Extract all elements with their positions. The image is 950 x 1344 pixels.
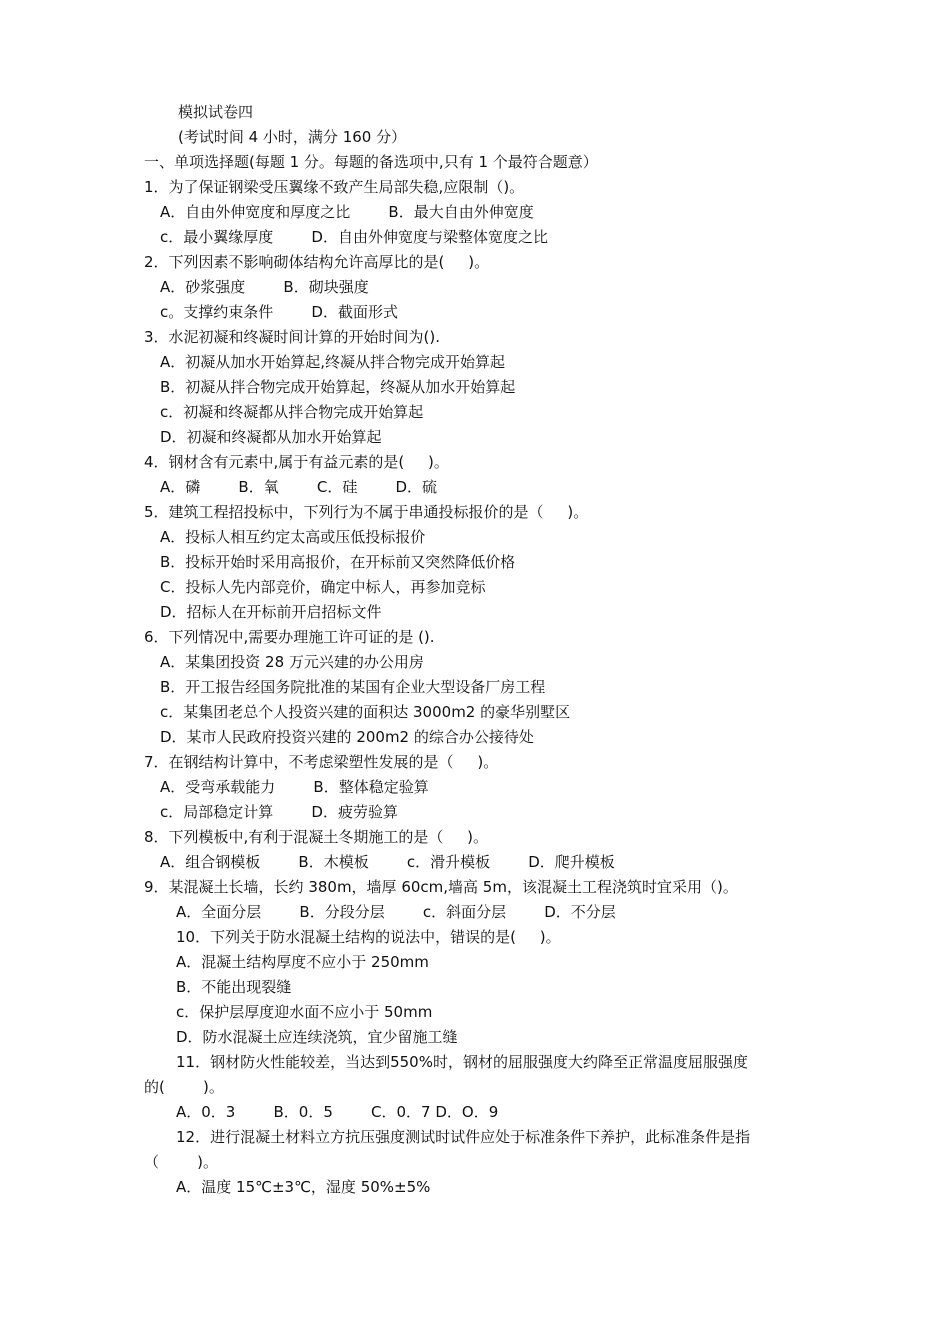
- question-7: 7．在钢结构计算中，不考虑梁塑性发展的是（ )。: [144, 753, 499, 771]
- question-11: 11．钢材防火性能较差，当达到550%时，钢材的屈服强度大约降至正常温度屈服强度: [176, 1053, 748, 1071]
- question-2-options-cd: c。支撑约束条件 D．截面形式: [160, 303, 398, 321]
- question-11-continued: 的( )。: [144, 1078, 224, 1096]
- question-6-option-d: D．某市人民政府投资兴建的 200m2 的综合办公接待处: [160, 728, 534, 746]
- question-9: 9．某混凝土长墙，长约 380m，墙厚 60cm,墙高 5m，该混凝土工程浇筑时宜采用（)。: [144, 878, 738, 896]
- question-8: 8．下列模板中,有利于混凝土冬期施工的是（ )。: [144, 828, 489, 846]
- question-8-options: A．组合钢模板 B．木模板 c．滑升模板 D．爬升模板: [160, 853, 615, 871]
- question-3: 3．水泥初凝和终凝时间计算的开始时间为().: [144, 328, 441, 346]
- question-1-options-cd: c．最小翼缘厚度 D．自由外伸宽度与梁整体宽度之比: [160, 228, 548, 246]
- question-1: 1．为了保证钢梁受压翼缘不致产生局部失稳,应限制（)。: [144, 178, 525, 196]
- question-6-option-a: A．某集团投资 28 万元兴建的办公用房: [160, 653, 424, 671]
- question-4-options: A．磷 B．氧 C．硅 D．硫: [160, 478, 438, 496]
- question-7-options-cd: c．局部稳定计算 D．疲劳验算: [160, 803, 398, 821]
- question-1-options-ab: A．自由外伸宽度和厚度之比 B．最大自由外伸宽度: [160, 203, 534, 221]
- question-10-option-b: B．不能出现裂缝: [176, 978, 292, 996]
- question-2-options-ab: A．砂浆强度 B．砌块强度: [160, 278, 369, 296]
- question-3-option-b: B．初凝从拌合物完成开始算起，终凝从加水开始算起: [160, 378, 516, 396]
- question-10-option-a: A．混凝土结构厚度不应小于 250mm: [176, 953, 429, 971]
- question-10: 10．下列关于防水混凝土结构的说法中，错误的是( )。: [176, 928, 561, 946]
- question-5-option-b: B．投标开始时采用高报价，在开标前又突然降低价格: [160, 553, 516, 571]
- question-6-option-b: B．开工报告经国务院批准的某国有企业大型设备厂房工程: [160, 678, 546, 696]
- question-12: 12．进行混凝土材料立方抗压强度测试时试件应处于标准条件下养护，此标准条件是指: [176, 1128, 751, 1146]
- question-6-option-c: c．某集团老总个人投资兴建的面积达 3000m2 的豪华别墅区: [160, 703, 571, 721]
- question-5-option-d: D．招标人在开标前开启招标文件: [160, 603, 382, 621]
- question-3-option-a: A．初凝从加水开始算起,终凝从拌合物完成开始算起: [160, 353, 506, 371]
- question-9-options: A．全面分层 B．分段分层 c．斜面分层 D．不分层: [176, 903, 616, 921]
- question-2: 2．下列因素不影响砌体结构允许高厚比的是( )。: [144, 253, 490, 271]
- question-6: 6．下列情况中,需要办理施工许可证的是 ().: [144, 628, 435, 646]
- question-12-continued: （ )。: [144, 1153, 218, 1171]
- question-3-option-d: D．初凝和终凝都从加水开始算起: [160, 428, 382, 446]
- question-11-options: A．0．3 B．0．5 C．0．7 D．O．9: [176, 1103, 499, 1121]
- question-10-option-c: c．保护层厚度迎水面不应小于 50mm: [176, 1003, 433, 1021]
- question-4: 4．钢材含有元素中,属于有益元素的是( )。: [144, 453, 449, 471]
- question-5-option-a: A．投标人相互约定太高或压低投标报价: [160, 528, 426, 546]
- section-heading: 一、单项选择题(每题 1 分。每题的备选项中,只有 1 个最符合题意）: [144, 153, 598, 171]
- document-title: 模拟试卷四: [178, 103, 254, 121]
- question-5: 5．建筑工程招投标中，下列行为不属于串通投标报价的是（ )。: [144, 503, 589, 521]
- question-12-option-a: A．温度 15℃±3℃，湿度 50%±5%: [176, 1178, 431, 1196]
- question-3-option-c: c．初凝和终凝都从拌合物完成开始算起: [160, 403, 424, 421]
- question-5-option-c: C．投标人先内部竞价，确定中标人，再参加竞标: [160, 578, 486, 596]
- question-10-option-d: D．防水混凝土应连续浇筑，宜少留施工缝: [176, 1028, 458, 1046]
- exam-info: (考试时间 4 小时，满分 160 分）: [178, 128, 407, 146]
- question-7-options-ab: A．受弯承载能力 B．整体稳定验算: [160, 778, 429, 796]
